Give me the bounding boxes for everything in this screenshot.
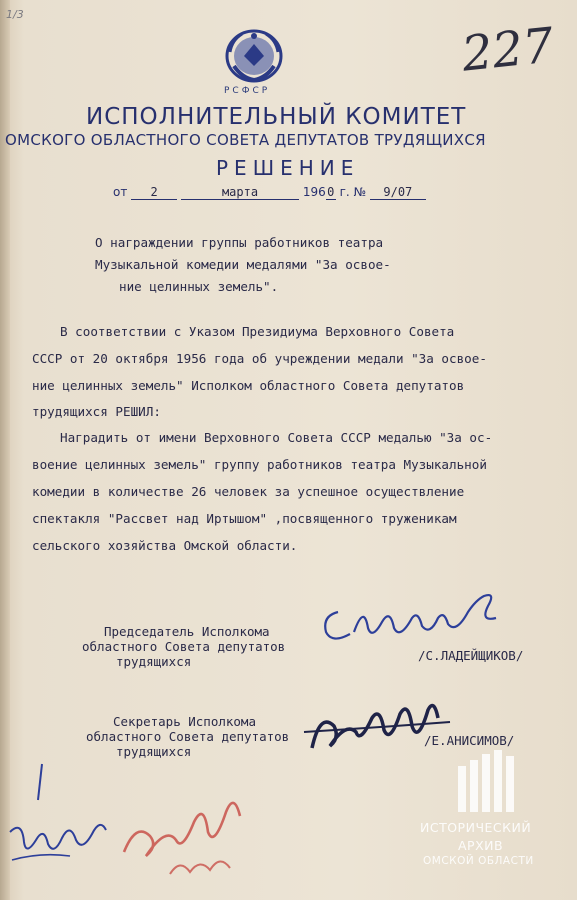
archive-page-number: 227 xyxy=(459,17,557,83)
subject-line-2: Музыкальной комедии медалями "За освое- xyxy=(95,257,391,272)
body-line: Наградить от имени Верховного Совета СССР медалью "За ос- xyxy=(60,430,493,445)
body-line: трудящихся РЕШИЛ: xyxy=(32,404,161,419)
republic-label: РСФСР xyxy=(224,86,271,96)
date-line xyxy=(113,185,426,200)
number-field: 9/07 xyxy=(370,185,426,200)
body-line: СССР от 20 октября 1956 года об учреждении медали "За освое- xyxy=(32,351,487,366)
month-field: марта xyxy=(181,185,299,200)
body-line: спектакля "Рассвет над Иртышом" ,посвященного труженикам xyxy=(32,511,457,526)
body-line: ние целинных земель" Исполком областного Совета депутатов xyxy=(32,378,465,393)
from-label: от xyxy=(113,185,128,199)
document-type: РЕШЕНИЕ xyxy=(216,156,360,180)
body-line: В соответствии с Указом Президиума Верховного Совета xyxy=(60,324,455,339)
soviet-emblem-icon xyxy=(222,26,286,84)
secretary-position: Секретарь Исполкома областного Совета депутатов трудящихся xyxy=(86,714,290,759)
chairman-name: /С.ЛАДЕЙЩИКОВ/ xyxy=(418,648,524,663)
body-line: сельского хозяйства Омской области. xyxy=(32,538,298,553)
secretary-name: /Е.АНИСИМОВ/ xyxy=(424,733,515,748)
red-pencil-mark xyxy=(110,762,280,882)
number-label: № xyxy=(353,185,366,199)
year-prefix: 196 xyxy=(302,185,326,199)
letterhead-subtitle: ОМСКОГО ОБЛАСТНОГО СОВЕТА ДЕПУТАТОВ ТРУДЯЩИХСЯ xyxy=(5,131,486,149)
day-field: 2 xyxy=(131,185,177,200)
letterhead-title: ИСПОЛНИТЕЛЬНЫЙ КОМИТЕТ xyxy=(86,104,467,130)
body-line: воение целинных земель" группу работников театра Музыкальной xyxy=(32,457,487,472)
archive-watermark-line1: ИСТОРИЧЕСКИЙ xyxy=(420,820,532,835)
year-suffix: г. xyxy=(339,185,350,199)
year-digit: 0 xyxy=(327,185,335,199)
subject-line-1: О награждении группы работников театра xyxy=(95,235,384,250)
archive-watermark-line3: ОМСКОЙ ОБЛАСТИ xyxy=(423,855,534,867)
chairman-position: Председатель Исполкома областного Совета депутатов трудящихся xyxy=(82,624,286,669)
chairman-signature xyxy=(320,582,510,652)
body-line: комедии в количестве 26 человек за успешное осуществление xyxy=(32,484,465,499)
subject-line-3: ние целинных земель". xyxy=(119,279,279,294)
corner-note: 1/3 xyxy=(6,8,24,21)
archive-watermark-line2: АРХИВ xyxy=(458,838,504,853)
